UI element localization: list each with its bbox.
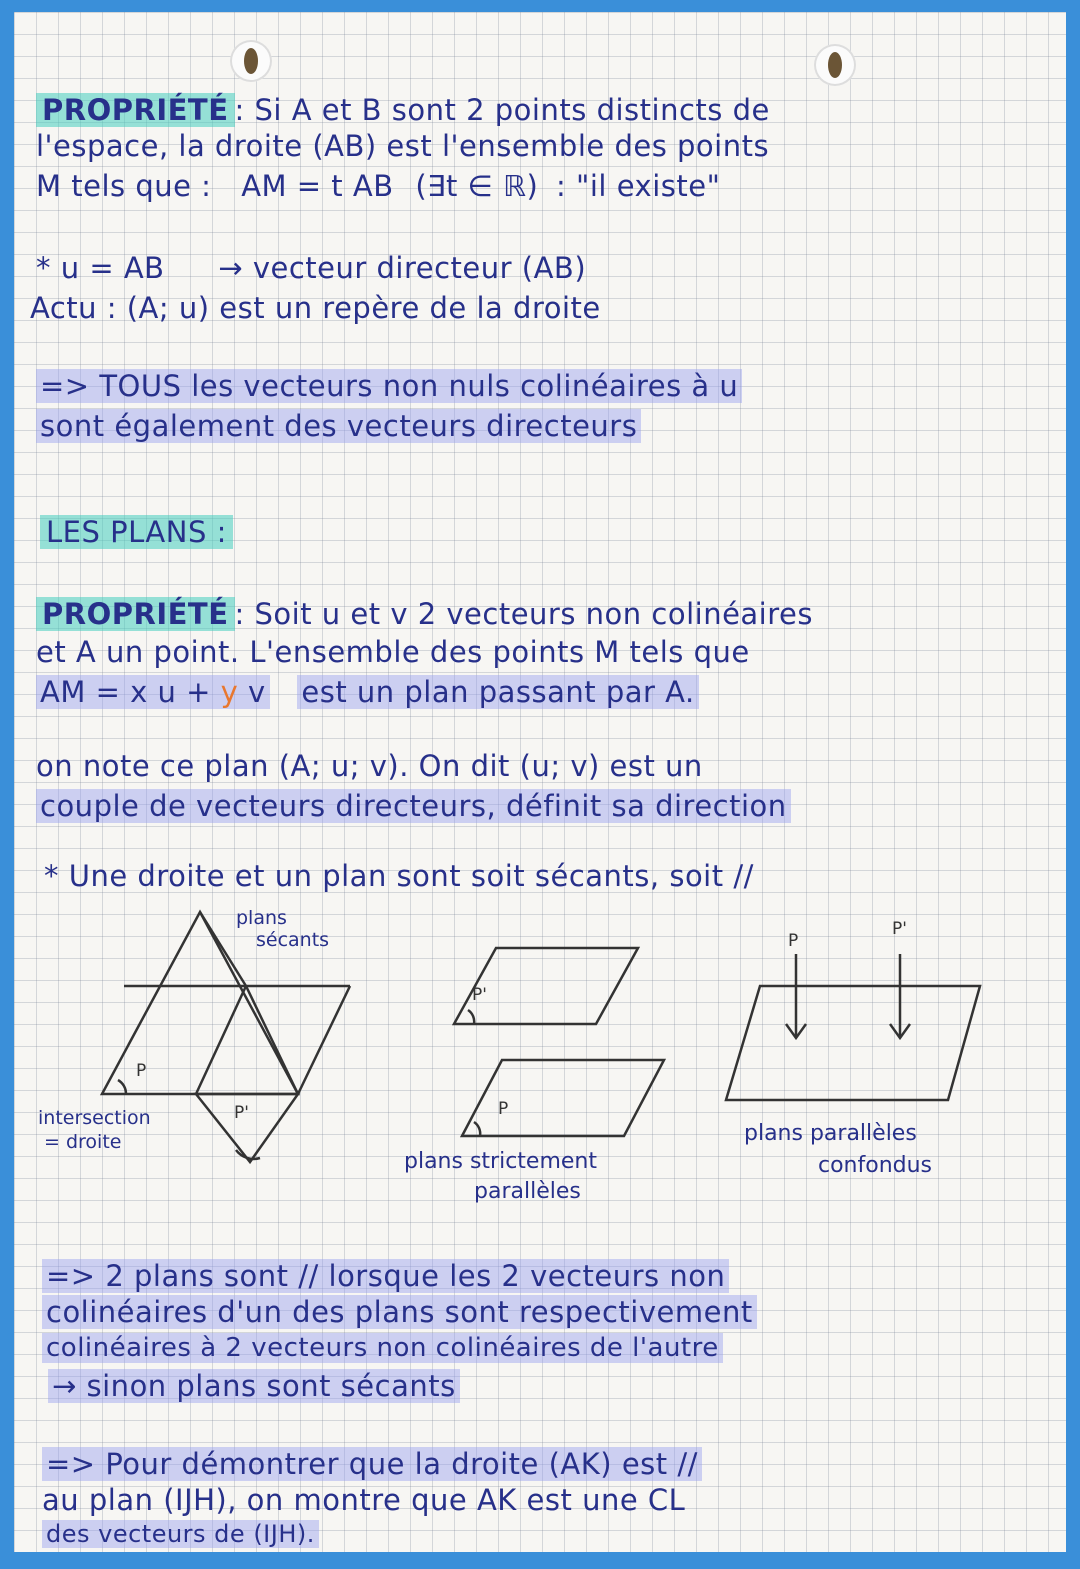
prop2-formula-end: v <box>247 675 266 709</box>
rule-line1-text: => 2 plans sont // lorsque les 2 vecteurs non <box>42 1259 729 1293</box>
label-pprime-strict: P' <box>472 985 487 1005</box>
label-strict-1: plans strictement <box>404 1149 597 1174</box>
prop1-exists-note: : "il existe" <box>556 169 721 203</box>
demo-line1 <box>42 1446 702 1482</box>
prop2-line3-rest: est un plan passant par A. <box>297 675 698 709</box>
prop1-line2: l'espace, la droite (AB) est l'ensemble des points <box>36 129 770 163</box>
prop1-label: PROPRIÉTÉ <box>36 93 235 127</box>
prop2-label: PROPRIÉTÉ <box>36 597 235 631</box>
rule-line2 <box>42 1294 757 1330</box>
colinear-line1-text: => TOUS les vecteurs non nuls colinéaires à u <box>36 369 742 403</box>
label-intersection-2: = droite <box>44 1131 122 1153</box>
director-line2: Actu : (A; u) est un repère de la droite <box>30 291 601 325</box>
rule-line4 <box>48 1368 460 1404</box>
rule-line3 <box>42 1330 723 1366</box>
prop1-line3-start: M tels que : <box>36 169 212 203</box>
demo-line3 <box>42 1516 319 1552</box>
prop2-line6: * Une droite et un plan sont soit sécants, soit // <box>44 859 754 893</box>
plans-title-text: LES PLANS : <box>40 515 233 549</box>
label-p-strict: P <box>498 1099 509 1119</box>
label-conf-1: plans parallèles <box>744 1121 917 1146</box>
rule-line4-text: → sinon plans sont sécants <box>48 1369 460 1403</box>
director-line1-left: * u = AB <box>36 251 165 285</box>
label-p-secant: P <box>136 1061 147 1081</box>
label-conf-2: confondus <box>818 1153 933 1178</box>
demo-line1-text: => Pour démontrer que la droite (AK) est // <box>42 1447 702 1481</box>
angle-mark-p <box>118 1080 126 1094</box>
secant-plane-right-edge <box>298 986 350 1094</box>
coincident-parallel-figure <box>726 954 980 1100</box>
rule-line1 <box>42 1258 729 1294</box>
label-intersection-1: intersection <box>38 1107 151 1129</box>
label-strict-2: parallèles <box>474 1179 581 1204</box>
rule-line2-text: colinéaires d'un des plans sont respectivement <box>42 1295 757 1329</box>
label-pprime-secant: P' <box>234 1103 249 1123</box>
colinear-line2-text: sont également des vecteurs directeurs <box>36 409 641 443</box>
prop2-line5-text: couple de vecteurs directeurs, définit sa direction <box>36 789 791 823</box>
prop2-line1-text: : Soit u et v 2 vecteurs non colinéaires <box>234 597 813 631</box>
demo-line2: au plan (IJH), on montre que AK est une CL <box>42 1483 686 1517</box>
label-secants-2: sécants <box>256 929 330 951</box>
prop2-line2: et A un point. L'ensemble des points M tels que <box>36 635 750 669</box>
label-secants-1: plans <box>236 907 287 929</box>
director-line1-right: → vecteur directeur (AB) <box>218 251 587 285</box>
notebook-page <box>14 12 1066 1552</box>
prop2-line4: on note ce plan (A; u; v). On dit (u; v) est un <box>36 749 703 783</box>
label-pprime-conf: P' <box>892 919 907 939</box>
label-p-conf: P <box>788 931 799 951</box>
demo-line3-text: des vecteurs de (IJH). <box>42 1520 319 1548</box>
prop1-line1-text: : Si A et B sont 2 points distincts de <box>234 93 770 127</box>
prop2-formula-y: y <box>220 675 239 709</box>
rule-line3-text: colinéaires à 2 vecteurs non colinéaires de l'autre <box>42 1333 723 1363</box>
prop1-condition: (∃t ∈ ℝ) <box>415 169 539 203</box>
strict-plane-bottom <box>462 1060 664 1136</box>
prop2-formula-start: AM = x u + <box>40 675 211 709</box>
prop1-formula: AM = t AB <box>241 169 394 203</box>
coincident-plane <box>726 986 980 1100</box>
strict-parallel-figure <box>454 948 664 1136</box>
